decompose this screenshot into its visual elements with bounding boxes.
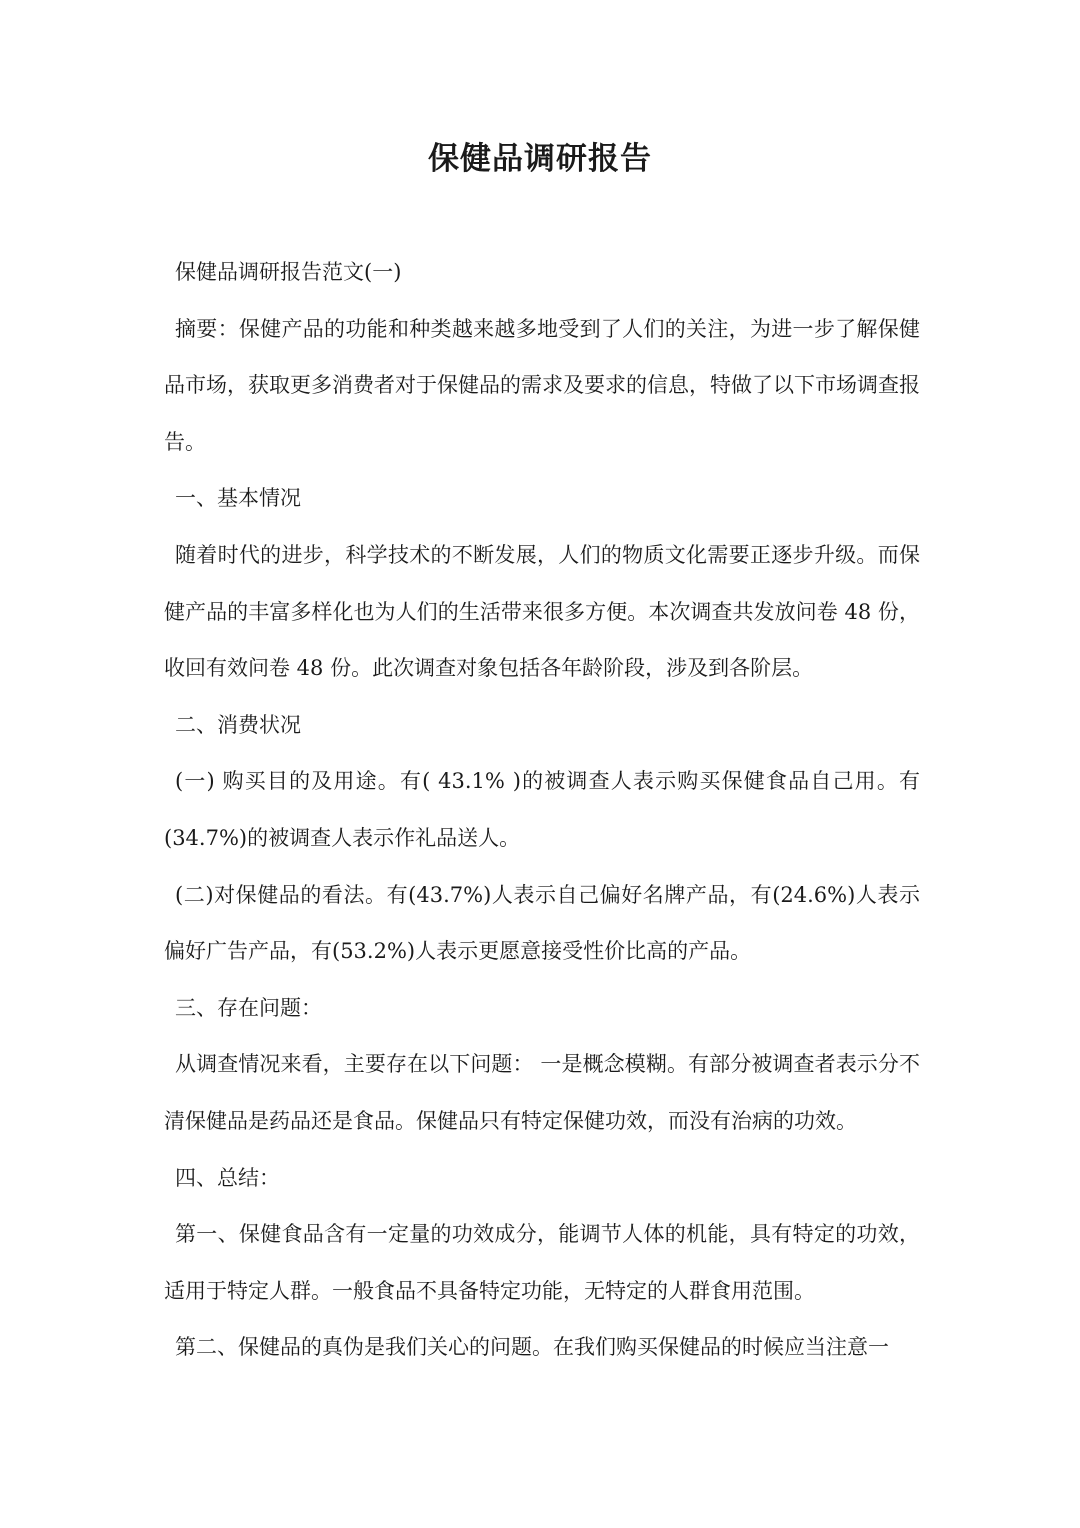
paragraph-summary-second: 第二、保健品的真伪是我们关心的问题。在我们购买保健品的时候应当注意一 xyxy=(175,1335,889,1360)
paragraph-summary-first: 第一、保健食品含有一定量的功效成分，能调节人体的机能，具有特定的功效，适用于特定人群。一般食品不具备特定功能，无特定的人群食用范围。 xyxy=(164,1222,920,1303)
paragraph-purchase-purpose: (一) 购买目的及用途。有( 43.1% )的被调查人表示购买保健食品自己用。有(34.7%)的被调查人表示作礼品送人。 xyxy=(164,769,920,850)
paragraph-abstract: 摘要：保健产品的功能和种类越来越多地受到了人们的关注，为进一步了解保健品市场，获取更多消费者对于保健品的需求及要求的信息，特做了以下市场调查报告。 xyxy=(164,316,920,454)
section-heading-problems: 三、存在问题： xyxy=(175,995,322,1020)
paragraph-basic-situation: 随着时代的进步，科学技术的不断发展，人们的物质文化需要正逐步升级。而保健产品的丰富多样化也为人们的生活带来很多方便。本次调查共发放问卷 48 份，收回有效问卷 48 份。此次调查对象包括各年龄阶段，涉及到各阶层。 xyxy=(164,542,920,681)
paragraph-problems: 从调查情况来看，主要存在以下问题： 一是概念模糊。有部分被调查者表示分不清保健品是药品还是食品。保健品只有特定保健功效，而没有治病的功效。 xyxy=(164,1052,920,1133)
section-heading-summary: 四、总结： xyxy=(175,1165,280,1190)
paragraph-subtitle: 保健品调研报告范文(一) xyxy=(175,260,402,284)
paragraph-opinions: (二)对保健品的看法。有(43.7%)人表示自己偏好名牌产品，有(24.6%)人表示偏好广告产品，有(53.2%)人表示更愿意接受性价比高的产品。 xyxy=(164,882,920,964)
document-body xyxy=(164,244,920,1376)
section-heading-consumption: 二、消费状况 xyxy=(175,712,301,737)
document-title: 保健品调研报告 xyxy=(428,141,652,177)
section-heading-basic-situation: 一、基本情况 xyxy=(175,486,301,511)
